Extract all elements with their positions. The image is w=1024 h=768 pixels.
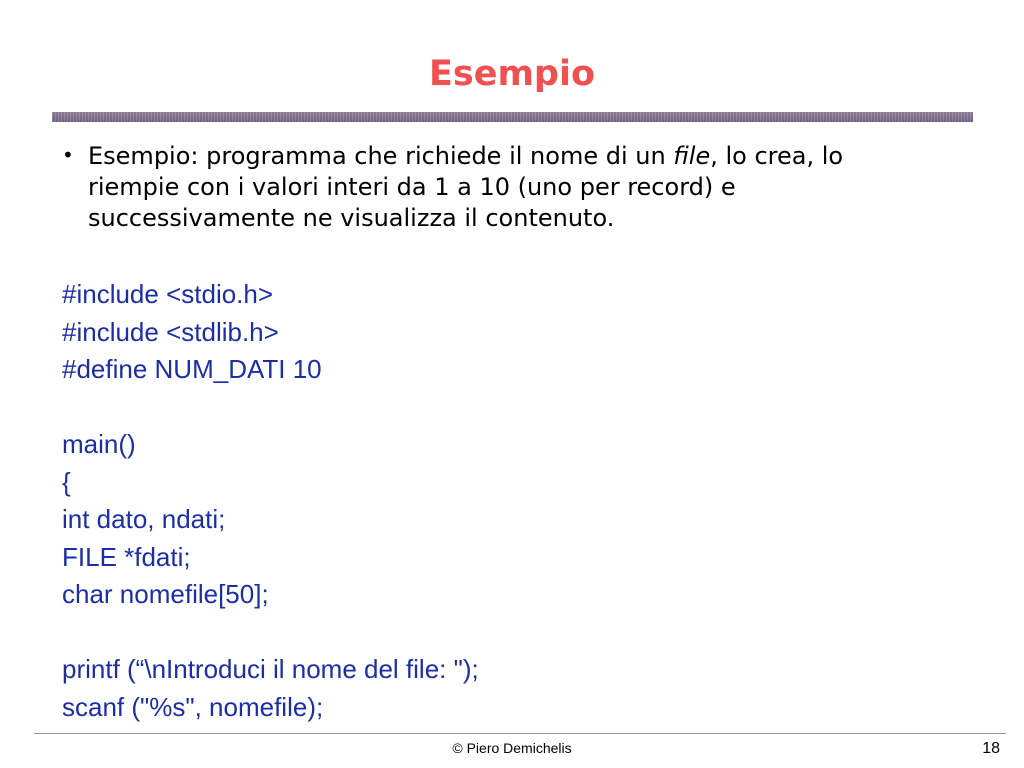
bullet-text <box>88 141 922 234</box>
bullet-item <box>62 141 922 234</box>
code-line: scanf ("%s", nomefile); <box>62 691 324 722</box>
code-line: int dato, ndati; <box>62 504 226 534</box>
bullet-text-emphasis: file <box>673 142 711 170</box>
slide-title: Esempio <box>428 54 596 94</box>
code-line <box>62 389 922 427</box>
code-line: #define NUM_DATI 10 <box>62 354 322 384</box>
bullet-text-suffix: , lo crea, lo riempie con i valori interi da 1 a 10 (uno per record) e successivamente ne visualizza il contenuto. <box>88 142 844 232</box>
code-line: FILE *fdati; <box>62 541 191 572</box>
code-line: main() <box>62 429 136 459</box>
code-line: printf (“\nIntroduci il nome del file: "); <box>62 654 479 684</box>
code-line: #include <stdio.h> <box>62 279 274 309</box>
code-line: char nomefile[50]; <box>62 579 269 609</box>
title-divider <box>52 112 973 122</box>
footer-divider <box>34 733 1006 734</box>
page-number: 18 <box>982 740 1000 757</box>
code-line: #include <stdlib.h> <box>62 316 279 347</box>
footer-copyright: © Piero Demichelis <box>452 740 572 756</box>
code-line: { <box>62 466 71 497</box>
code-block <box>62 276 922 726</box>
bullet-text-prefix: Esempio: programma che richiede il nome di un <box>88 142 674 170</box>
code-line <box>62 614 922 652</box>
bullet-dot-icon: • <box>62 143 74 167</box>
